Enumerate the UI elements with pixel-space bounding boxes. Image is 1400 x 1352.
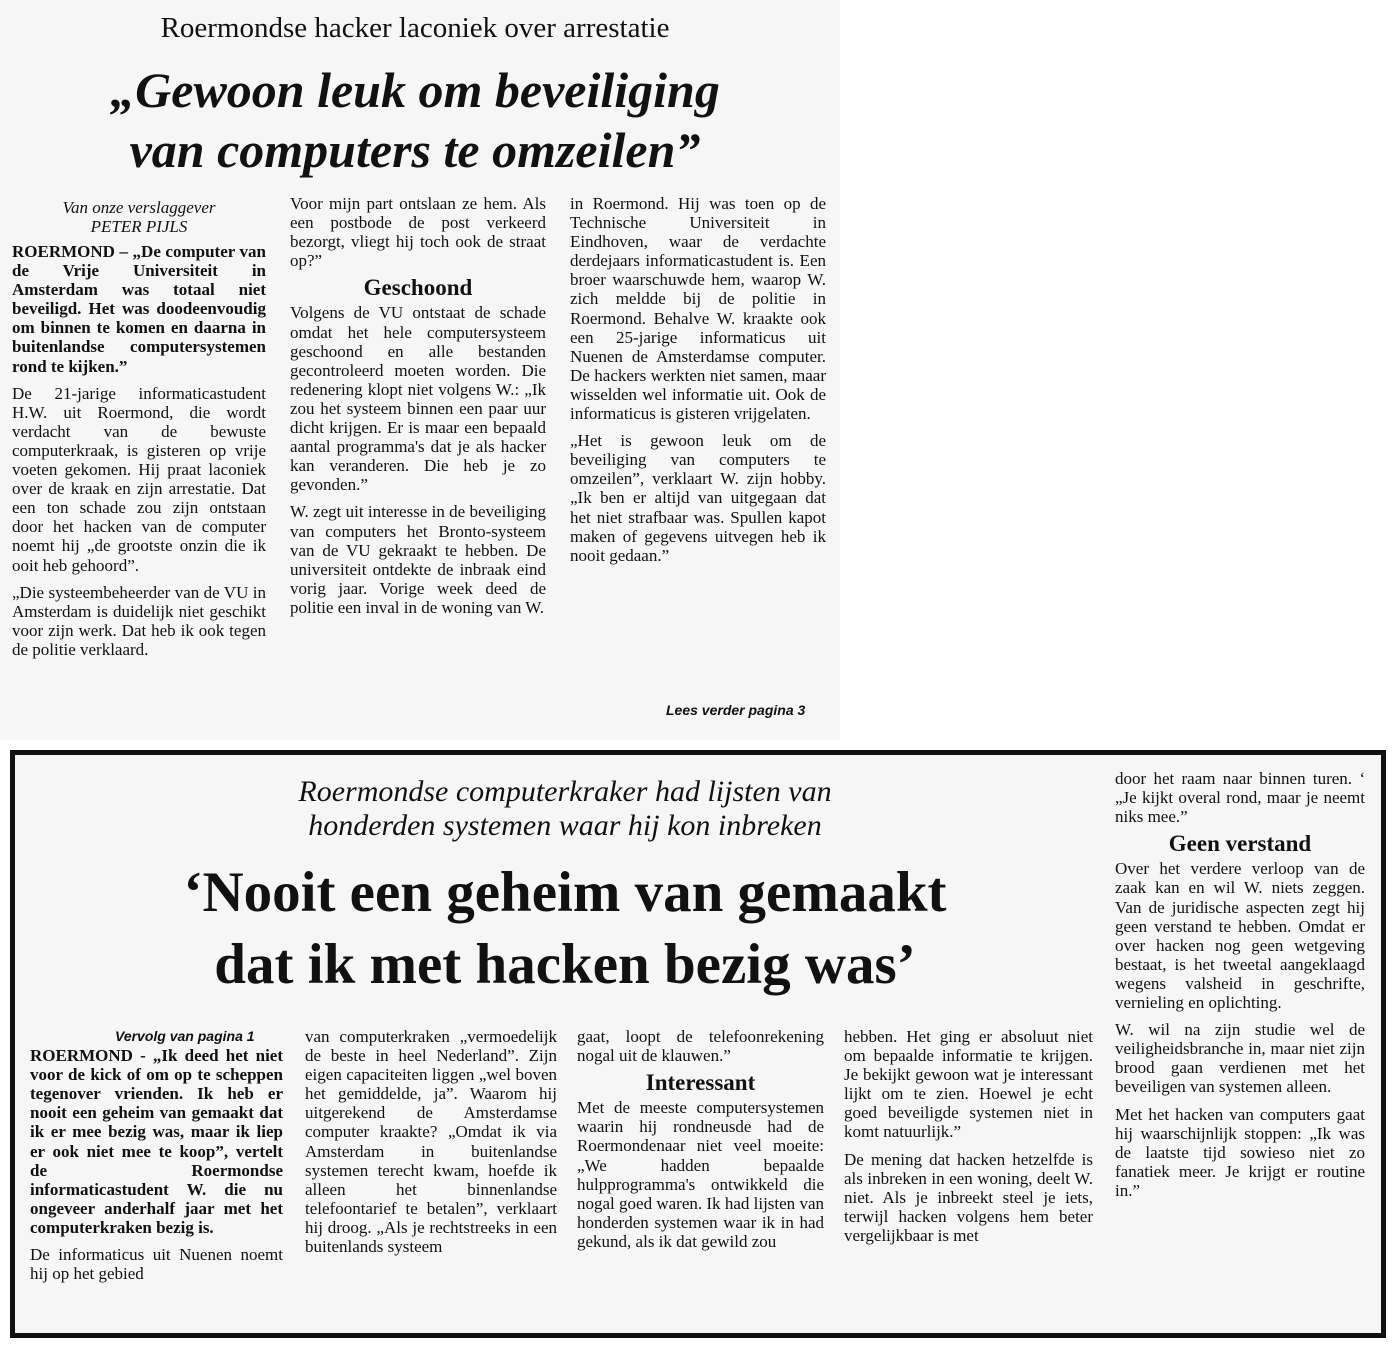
article-1-paragraph: in Roermond. Hij was toen op de Technische Universiteit in Eindhoven, waar de verdachte derdejaars informaticastudent is. Een broer waarschuwde hem, waarop W. zich meldde bij de politie in Roermond. Behalve W. kraakte ook een 25-jarige informaticus uit Nuenen de Amsterdamse computer. De hackers werkten niet samen, maar wisselden wel informatie uit. Ook de informaticus is gisteren vrijgelaten. bbox=[570, 194, 826, 424]
article-1-paragraph: Voor mijn part ontslaan ze hem. Als een postbode de post verkeerd bezorgt, vliegt hij toch ook de straat op?” bbox=[290, 194, 546, 271]
article-2-paragraph: De mening dat hacken hetzelfde is als inbreken in een woning, deelt W. niet. Als je inbreekt steel je iets, terwijl hacken volgens hem beter vergelijkbaar is met bbox=[844, 1149, 1093, 1245]
article-1-headline-line-1: „Gewoon leuk om beveiliging bbox=[110, 62, 720, 118]
article-2-kicker-line-2: honderden systemen waar hij kon inbreken bbox=[308, 809, 822, 842]
byline-role: Van onze verslaggever bbox=[62, 198, 216, 217]
article-2-headline-line-1: ‘Nooit een geheim van gemaakt bbox=[183, 861, 947, 924]
article-1-column-3 bbox=[570, 194, 826, 573]
article-2-headline-line-2: dat ik met hacken bezig was’ bbox=[214, 933, 916, 996]
lees-verder-link[interactable]: Lees verder pagina 3 bbox=[666, 702, 806, 718]
article-1-paragraph: De 21-jarige informaticastudent H.W. uit Roermond, die wordt verdacht van de bewuste computerkraak, is gisteren op vrije voeten gekomen. Hij praat laconiek over de kraak en zijn arrestatie. Dat een ton schade zou zijn ontstaan door het hacken van de computer noemt hij „de grootste onzin die ik ooit heb gehoord”. bbox=[12, 383, 266, 575]
article-2-lead: ROERMOND - „Ik deed het niet voor de kick of om op te scheppen tegenover vrienden. Ik heb er nooit een geheim van gemaakt dat ik er mee bezig was, maar ik liep er ook niet mee te koop”, vertelt de Roermondse informaticastudent W. die nu ongeveer anderhalf jaar met het computerkraken bezig is. bbox=[30, 1046, 283, 1237]
subheading-geen-verstand: Geen verstand bbox=[1168, 831, 1312, 857]
article-2-paragraph: Over het verdere verloop van de zaak kan en wil W. niets zeggen. Van de juridische aspecten zegt hij geen verstand te hebben. Omdat er over hacken nog geen wetgeving bestaat, is het tweetal aangeklaagd wegens valsheid in geschrifte, vernieling en oplichting. bbox=[1115, 859, 1365, 1013]
article-2-clipping bbox=[10, 750, 1386, 1338]
article-1-lead: ROERMOND – „De computer van de Vrije Universiteit in Amsterdam was totaal niet beveiligd. Het was doodeenvoudig om binnen te komen en daarna in buitenlandse computersystemen rond te kijken.” bbox=[12, 242, 266, 376]
article-2-paragraph: De informaticus uit Nuenen noemt hij op het gebied bbox=[30, 1245, 283, 1284]
article-2-paragraph: W. wil na zijn studie wel de veiligheidsbranche in, maar niet zijn brood gaan verdienen met het beveiligen van systemen alleen. bbox=[1115, 1020, 1365, 1097]
article-2-paragraph: door het raam naar binnen turen. ‘ „Je kijkt overal rond, maar je neemt niks mee.” bbox=[1115, 769, 1365, 827]
article-1-paragraph: W. zegt uit interesse in de beveiliging van computers het Bronto-systeem van de VU gekraakt te hebben. De universiteit ontdekte de inbraak eind vorig jaar. Vorige week deed de politie een inval in de woning van W. bbox=[290, 502, 546, 617]
article-2-kicker-line-1: Roermondse computerkraker had lijsten van bbox=[298, 775, 832, 808]
article-2-column-3 bbox=[577, 1027, 824, 1259]
article-1-paragraph: Volgens de VU ontstaat de schade omdat het hele computersysteem geschoond en alle bestanden gecontroleerd moeten worden. Die redenering klopt niet volgens W.: „Ik zou het systeem binnen een paar uur dicht krijgen. Er is maar een bepaald aantal programma's dat je als hacker kan veranderen. Die heb je zo gevonden.” bbox=[290, 303, 546, 495]
article-2-column-4 bbox=[844, 1027, 1093, 1253]
subheading-interessant: Interessant bbox=[645, 1070, 756, 1096]
article-2-column-1 bbox=[30, 1027, 283, 1291]
article-2-paragraph: hebben. Het ging er absoluut niet om bepaalde informatie te krijgen. Je bekijkt gewoon wat je interessant lijkt om te zien. Hoewel je echt goed beveiligde systemen niet in komt natuurlijk.” bbox=[844, 1027, 1093, 1142]
vervolg-label: Vervolg van pagina 1 bbox=[115, 1028, 255, 1044]
article-2-paragraph: gaat, loopt de telefoonrekening nogal uit de klauwen.” bbox=[577, 1027, 824, 1066]
byline-author: PETER PIJLS bbox=[90, 217, 188, 236]
article-1-column-2 bbox=[290, 194, 546, 625]
article-1-clipping bbox=[0, 0, 840, 740]
article-1-paragraph: „Die systeembeheerder van de VU in Amsterdam is duidelijk niet geschikt voor zijn werk. Dat heb ik ook tegen de politie verklaard. bbox=[12, 582, 266, 659]
article-2-column-5 bbox=[1115, 769, 1365, 1208]
article-2-paragraph: Met het hacken van computers gaat hij waarschijnlijk stoppen: „Ik was de laatste tijd sowieso niet zo fanatiek meer. Je krijgt er routine in.” bbox=[1115, 1104, 1365, 1200]
subheading-geschoond: Geschoond bbox=[363, 275, 473, 301]
article-2-paragraph: van computerkraken „vermoedelijk de beste in heel Nederland”. Zijn eigen capaciteiten liggen „wel boven het gemiddelde, ja”. Waarom hij uitgerekend de Amsterdamse computer kraakte? „Omdat ik via Amsterdam in buitenlandse systemen terecht kwam, hoefde ik alleen het binnenlandse telefoontarief te betalen”, verklaart hij droog. „Als je rechtstreeks in een buitenlands systeem bbox=[305, 1027, 557, 1257]
article-2-column-2 bbox=[305, 1027, 557, 1264]
article-1-headline-line-2: van computers te omzeilen” bbox=[129, 122, 701, 178]
article-2-paragraph: Met de meeste computersystemen waarin hij rondneusde had de Roermondenaar niet veel moeite: „We hadden bepaalde hulpprogramma's ontwikkeld die nogal goed waren. Ik had lijsten van honderden systemen waar ik in had gekund, als ik dat gewild zou bbox=[577, 1098, 824, 1251]
article-1-column-1 bbox=[12, 198, 266, 667]
article-1-paragraph: „Het is gewoon leuk om de beveiliging van computers te omzeilen”, verklaart W. zijn hobby. „Ik ben er altijd van uitgegaan dat het niet strafbaar was. Spullen kapot maken of gegevens uitvegen heb ik nooit gedaan.” bbox=[570, 431, 826, 565]
article-1-kicker: Roermondse hacker laconiek over arrestatie bbox=[160, 12, 670, 44]
